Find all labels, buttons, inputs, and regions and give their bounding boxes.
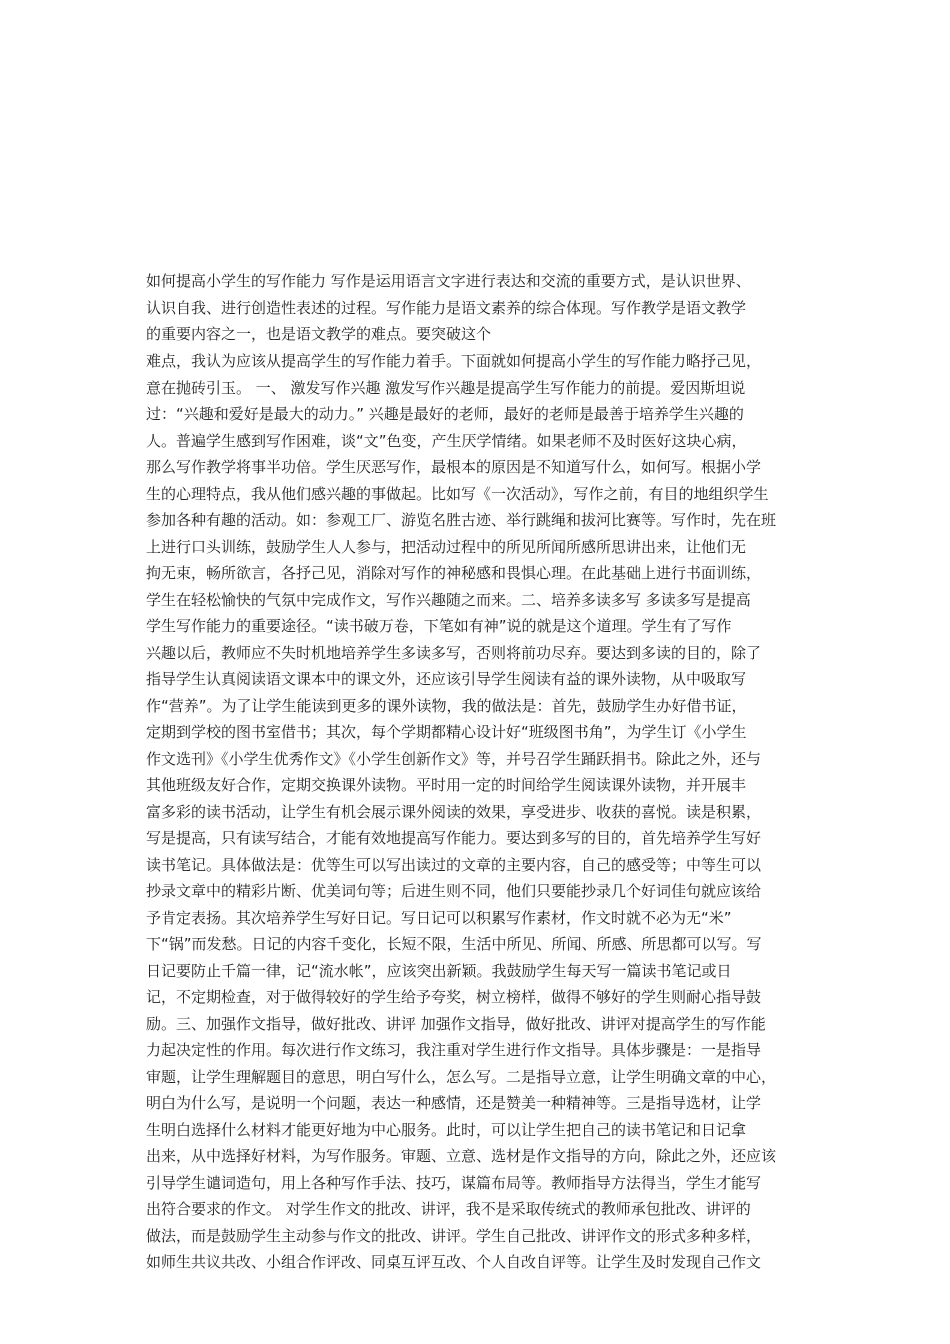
text-line: 拘无束，畅所欲言，各抒己见，消除对写作的神秘感和畏惧心理。在此基础上进行书面训练， [146,564,762,582]
text-line: 予肯定表扬。其次培养学生写好日记。写日记可以积累写作素材，作文时就不必为无“米” [146,908,732,927]
text-line: 指导学生认真阅读语文课本中的课文外，还应该引导学生阅读有益的课外读物，从中吸取写 [146,670,747,688]
text-line: 生的心理特点，我从他们感兴趣的事做起。比如写《一次活动》，写作之前，有目的地组织学生 [146,484,769,503]
text-line: 过：“兴趣和爱好是最大的动力。” 兴趣是最好的老师，最好的老师是最善于培养学生兴趣的 [146,405,744,423]
text-line: 人。普遍学生感到写作困难，谈“文”色变，产生厌学情绪。如果老师不及时医好这块心病， [146,431,747,450]
text-line: 富多彩的读书活动，让学生有机会展示课外阅读的效果，享受进步、收获的喜悦。读是积累， [146,802,762,821]
text-line: 认识自我、进行创造性表述的过程。写作能力是语文素养的综合体现。写作教学是语文教学 [146,298,747,317]
text-line: 下“锅”而发愁。日记的内容千变化，长短不限，生活中所见、所闻、所感、所思都可以写。写 [146,935,762,953]
text-line: 如何提高小学生的写作能力 写作是运用语言文字进行表达和交流的重要方式，是认识世界、 [146,272,751,290]
text-line: 作文选刊》《小学生优秀作文》《小学生创新作文》等，并号召学生踊跃捐书。除此之外，还与 [146,749,762,768]
text-line: 审题，让学生理解题目的意思，明白写什么，怎么写。二是指导立意，让学生明确文章的中心， [146,1067,777,1086]
text-line: 定期到学校的图书室借书；其次，每个学期都精心设计好“班级图书角”，为学生订《小学生 [146,723,747,741]
text-line: 抄录文章中的精彩片断、优美词句等；后进生则不同，他们只要能抄录几个好词佳句就应该给 [146,882,762,900]
text-line: 如师生共议共改、小组合作评改、同桌互评互改、个人自改自评等。让学生及时发现自己作文 [146,1253,762,1271]
text-line: 日记要防止千篇一律，记“流水帐”，应该突出新颖。我鼓励学生每天写一篇读书笔记或日 [146,961,732,980]
text-line: 上进行口头训练，鼓励学生人人参与，把活动过程中的所见所闻所感所思讲出来，让他们无 [146,537,747,556]
text-line: 生明白选择什么材料才能更好地为中心服务。此时，可以让学生把自己的读书笔记和日记拿 [146,1120,747,1139]
text-line: 学生写作能力的重要途径。“读书破万卷，下笔如有神”说的就是这个道理。学生有了写作 [146,617,732,635]
text-line: 作“营养”。为了让学生能读到更多的课外读物，我的做法是：首先，鼓励学生办好借书证， [146,696,747,715]
text-line: 明白为什么写，是说明一个问题，表达一种感情，还是赞美一种精神等。三是指导选材，让学 [146,1094,762,1112]
text-line: 意在抛砖引玉。 一、 激发写作兴趣 激发写作兴趣是提高学生写作能力的前提。爱因斯坦说 [146,378,746,397]
text-line: 引导学生谴词造句，用上各种写作手法、技巧，谋篇布局等。教师指导方法得当，学生才能写 [146,1173,762,1192]
paragraph-intro [146,268,810,348]
text-line: 出符合要求的作文。 对学生作文的批改、讲评，我不是采取传统式的教师承包批改、讲评的 [146,1200,751,1218]
text-line: 力起决定性的作用。每次进行作文练习，我注重对学生进行作文指导。具体步骤是：一是指导 [146,1041,762,1059]
paragraph-body [146,348,810,1276]
text-line: 其他班级友好合作，定期交换课外读物。平时用一定的时间给学生阅读课外读物，并开展丰 [146,776,747,794]
text-line: 兴趣以后，教师应不失时机地培养学生多读多写，否则将前功尽弃。要达到多读的目的，除了 [146,643,762,662]
text-line: 那么写作教学将事半功倍。学生厌恶写作，最根本的原因是不知道写什么，如何写。根据小学 [146,458,762,476]
text-line: 难点，我认为应该从提高学生的写作能力着手。下面就如何提高小学生的写作能力略抒己见， [146,352,762,370]
text-line: 学生在轻松愉快的气氛中完成作文，写作兴趣随之而来。二、培养多读多写 多读多写是提高 [146,590,751,609]
text-line: 出来，从中选择好材料，为写作服务。审题、立意、选材是作文指导的方向，除此之外，还应该 [146,1147,777,1165]
text-line: 的重要内容之一，也是语文教学的难点。要突破这个 [146,325,492,343]
text-line: 励。三、加强作文指导，做好批改、讲评 加强作文指导，做好批改、讲评对提高学生的写作能 [146,1014,766,1033]
text-line: 参加各种有趣的活动。如：参观工厂、游览名胜古迹、举行跳绳和拔河比赛等。写作时，先在班 [146,511,777,529]
text-line: 记，不定期检查，对于做得较好的学生给予夸奖，树立榜样，做得不够好的学生则耐心指导鼓 [146,988,762,1006]
text-line: 写是提高，只有读写结合，才能有效地提高写作能力。要达到多写的目的，首先培养学生写好 [146,829,762,847]
text-line: 做法，而是鼓励学生主动参与作文的批改、讲评。学生自己批改、讲评作文的形式多种多样， [146,1226,762,1245]
text-line: 读书笔记。具体做法是：优等生可以写出读过的文章的主要内容，自己的感受等；中等生可以 [146,855,762,874]
